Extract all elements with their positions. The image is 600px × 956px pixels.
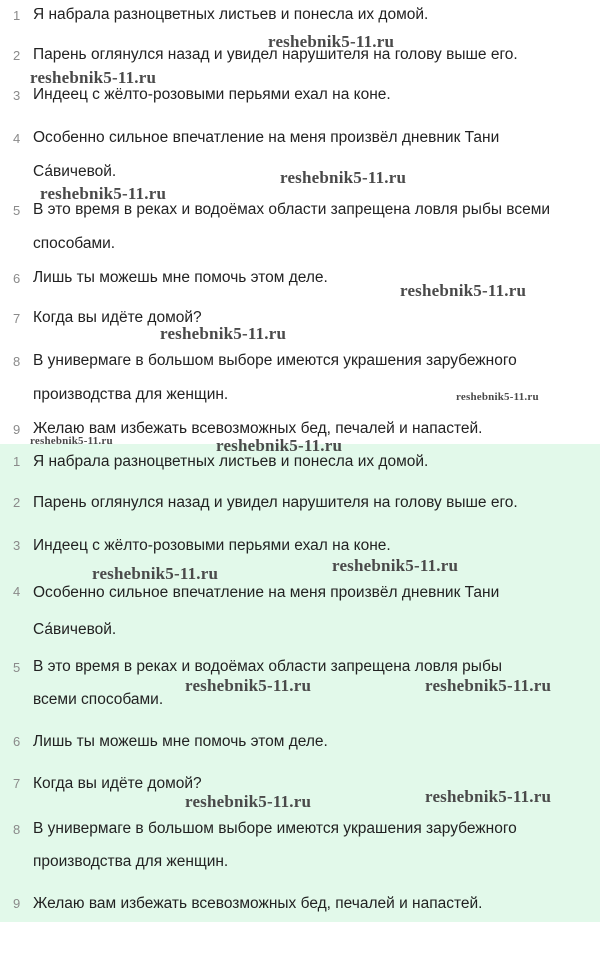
item-number: 4 [13, 131, 21, 146]
item-number: 8 [13, 354, 21, 369]
sentence-line: Я набрала разноцветных листьев и понесла их домой. [33, 453, 429, 470]
sentence-line: Парень оглянулся назад и увидел нарушителя на голову выше его. [33, 46, 518, 63]
watermark-text: reshebnik5-11.ru [425, 787, 552, 806]
sentence-line: Желаю вам избежать всевозможных бед, печалей и напастей. [33, 420, 483, 437]
item-number: 9 [13, 896, 21, 911]
sentence-text [33, 728, 593, 756]
sentence-line: Индеец с жёлто-розовыми перьями ехал на коне. [33, 537, 391, 554]
watermark-text: reshebnik5-11.ru [185, 676, 312, 695]
sentence-line: всеми способами. [33, 691, 164, 708]
sentence-line: Лишь ты можешь мне помочь этом деле. [33, 733, 328, 750]
sentence-line: Индеец с жёлто-розовыми перьями ехал на коне. [33, 86, 391, 103]
item-number: 7 [13, 311, 21, 326]
sentence-line: производства для женщин. [33, 853, 229, 870]
sentence-line: Особенно сильное впечатление на меня произвёл дневник Тани [33, 584, 500, 601]
item-number: 2 [13, 48, 21, 63]
sentence-line: В это время в реках и водоёмах области запрещена ловля рыбы [33, 658, 502, 675]
item-number: 8 [13, 822, 21, 837]
sentence-line: производства для женщин. [33, 386, 229, 403]
watermark-text: reshebnik5-11.ru [160, 324, 287, 343]
watermark-text: reshebnik5-11.ru [92, 564, 219, 583]
watermark-text: reshebnik5-11.ru [400, 281, 527, 300]
watermark-text: reshebnik5-11.ru [216, 436, 343, 455]
item-number: 7 [13, 776, 21, 791]
item-number: 6 [13, 271, 21, 286]
item-number: 2 [13, 495, 21, 510]
sentence-line: Когда вы идёте домой? [33, 775, 202, 792]
sentence-text [33, 532, 593, 560]
sentence-line: В универмаге в большом выборе имеются украшения зарубежного [33, 352, 517, 369]
sentence-text [33, 890, 593, 918]
sentence-text [33, 574, 593, 648]
item-number: 1 [13, 8, 21, 23]
item-number: 6 [13, 734, 21, 749]
sentence-line: способами. [33, 235, 116, 252]
item-number: 3 [13, 538, 21, 553]
item-number: 4 [13, 584, 21, 599]
sentence-line: Лишь ты можешь мне помочь этом деле. [33, 269, 328, 286]
watermark-text: reshebnik5-11.ru [456, 391, 539, 403]
sentence-text [33, 2, 593, 28]
sentence-line: Парень оглянулся назад и увидел нарушителя на голову выше его. [33, 494, 518, 511]
watermark-text: reshebnik5-11.ru [332, 556, 459, 575]
watermark-text: reshebnik5-11.ru [40, 184, 167, 203]
sentence-line: В универмаге в большом выборе имеются украшения зарубежного [33, 820, 517, 837]
watermark-text: reshebnik5-11.ru [280, 168, 407, 187]
watermark-text: reshebnik5-11.ru [30, 435, 113, 447]
sentence-text [33, 812, 593, 878]
watermark-text: reshebnik5-11.ru [425, 676, 552, 695]
watermark-text: reshebnik5-11.ru [30, 68, 157, 87]
sentence-line: Са́вичевой. [33, 163, 117, 180]
sentence-line: Я набрала разноцветных листьев и понесла их домой. [33, 6, 429, 23]
sentence-text [33, 305, 593, 331]
item-number: 3 [13, 88, 21, 103]
item-number: 9 [13, 422, 21, 437]
sentence-line: Когда вы идёте домой? [33, 309, 202, 326]
item-number: 1 [13, 454, 21, 469]
sentence-text [33, 489, 593, 517]
item-number: 5 [13, 660, 21, 675]
sentence-line: Желаю вам избежать всевозможных бед, печалей и напастей. [33, 895, 483, 912]
sentence-line: Особенно сильное впечатление на меня произвёл дневник Тани [33, 129, 500, 146]
watermark-text: reshebnik5-11.ru [268, 32, 395, 51]
watermark-text: reshebnik5-11.ru [185, 792, 312, 811]
top-sentence-list [0, 0, 600, 444]
sentence-line: Са́вичевой. [33, 621, 117, 638]
sentence-line: В это время в реках и водоёмах области запрещена ловля рыбы всеми [33, 201, 551, 218]
item-number: 5 [13, 203, 21, 218]
